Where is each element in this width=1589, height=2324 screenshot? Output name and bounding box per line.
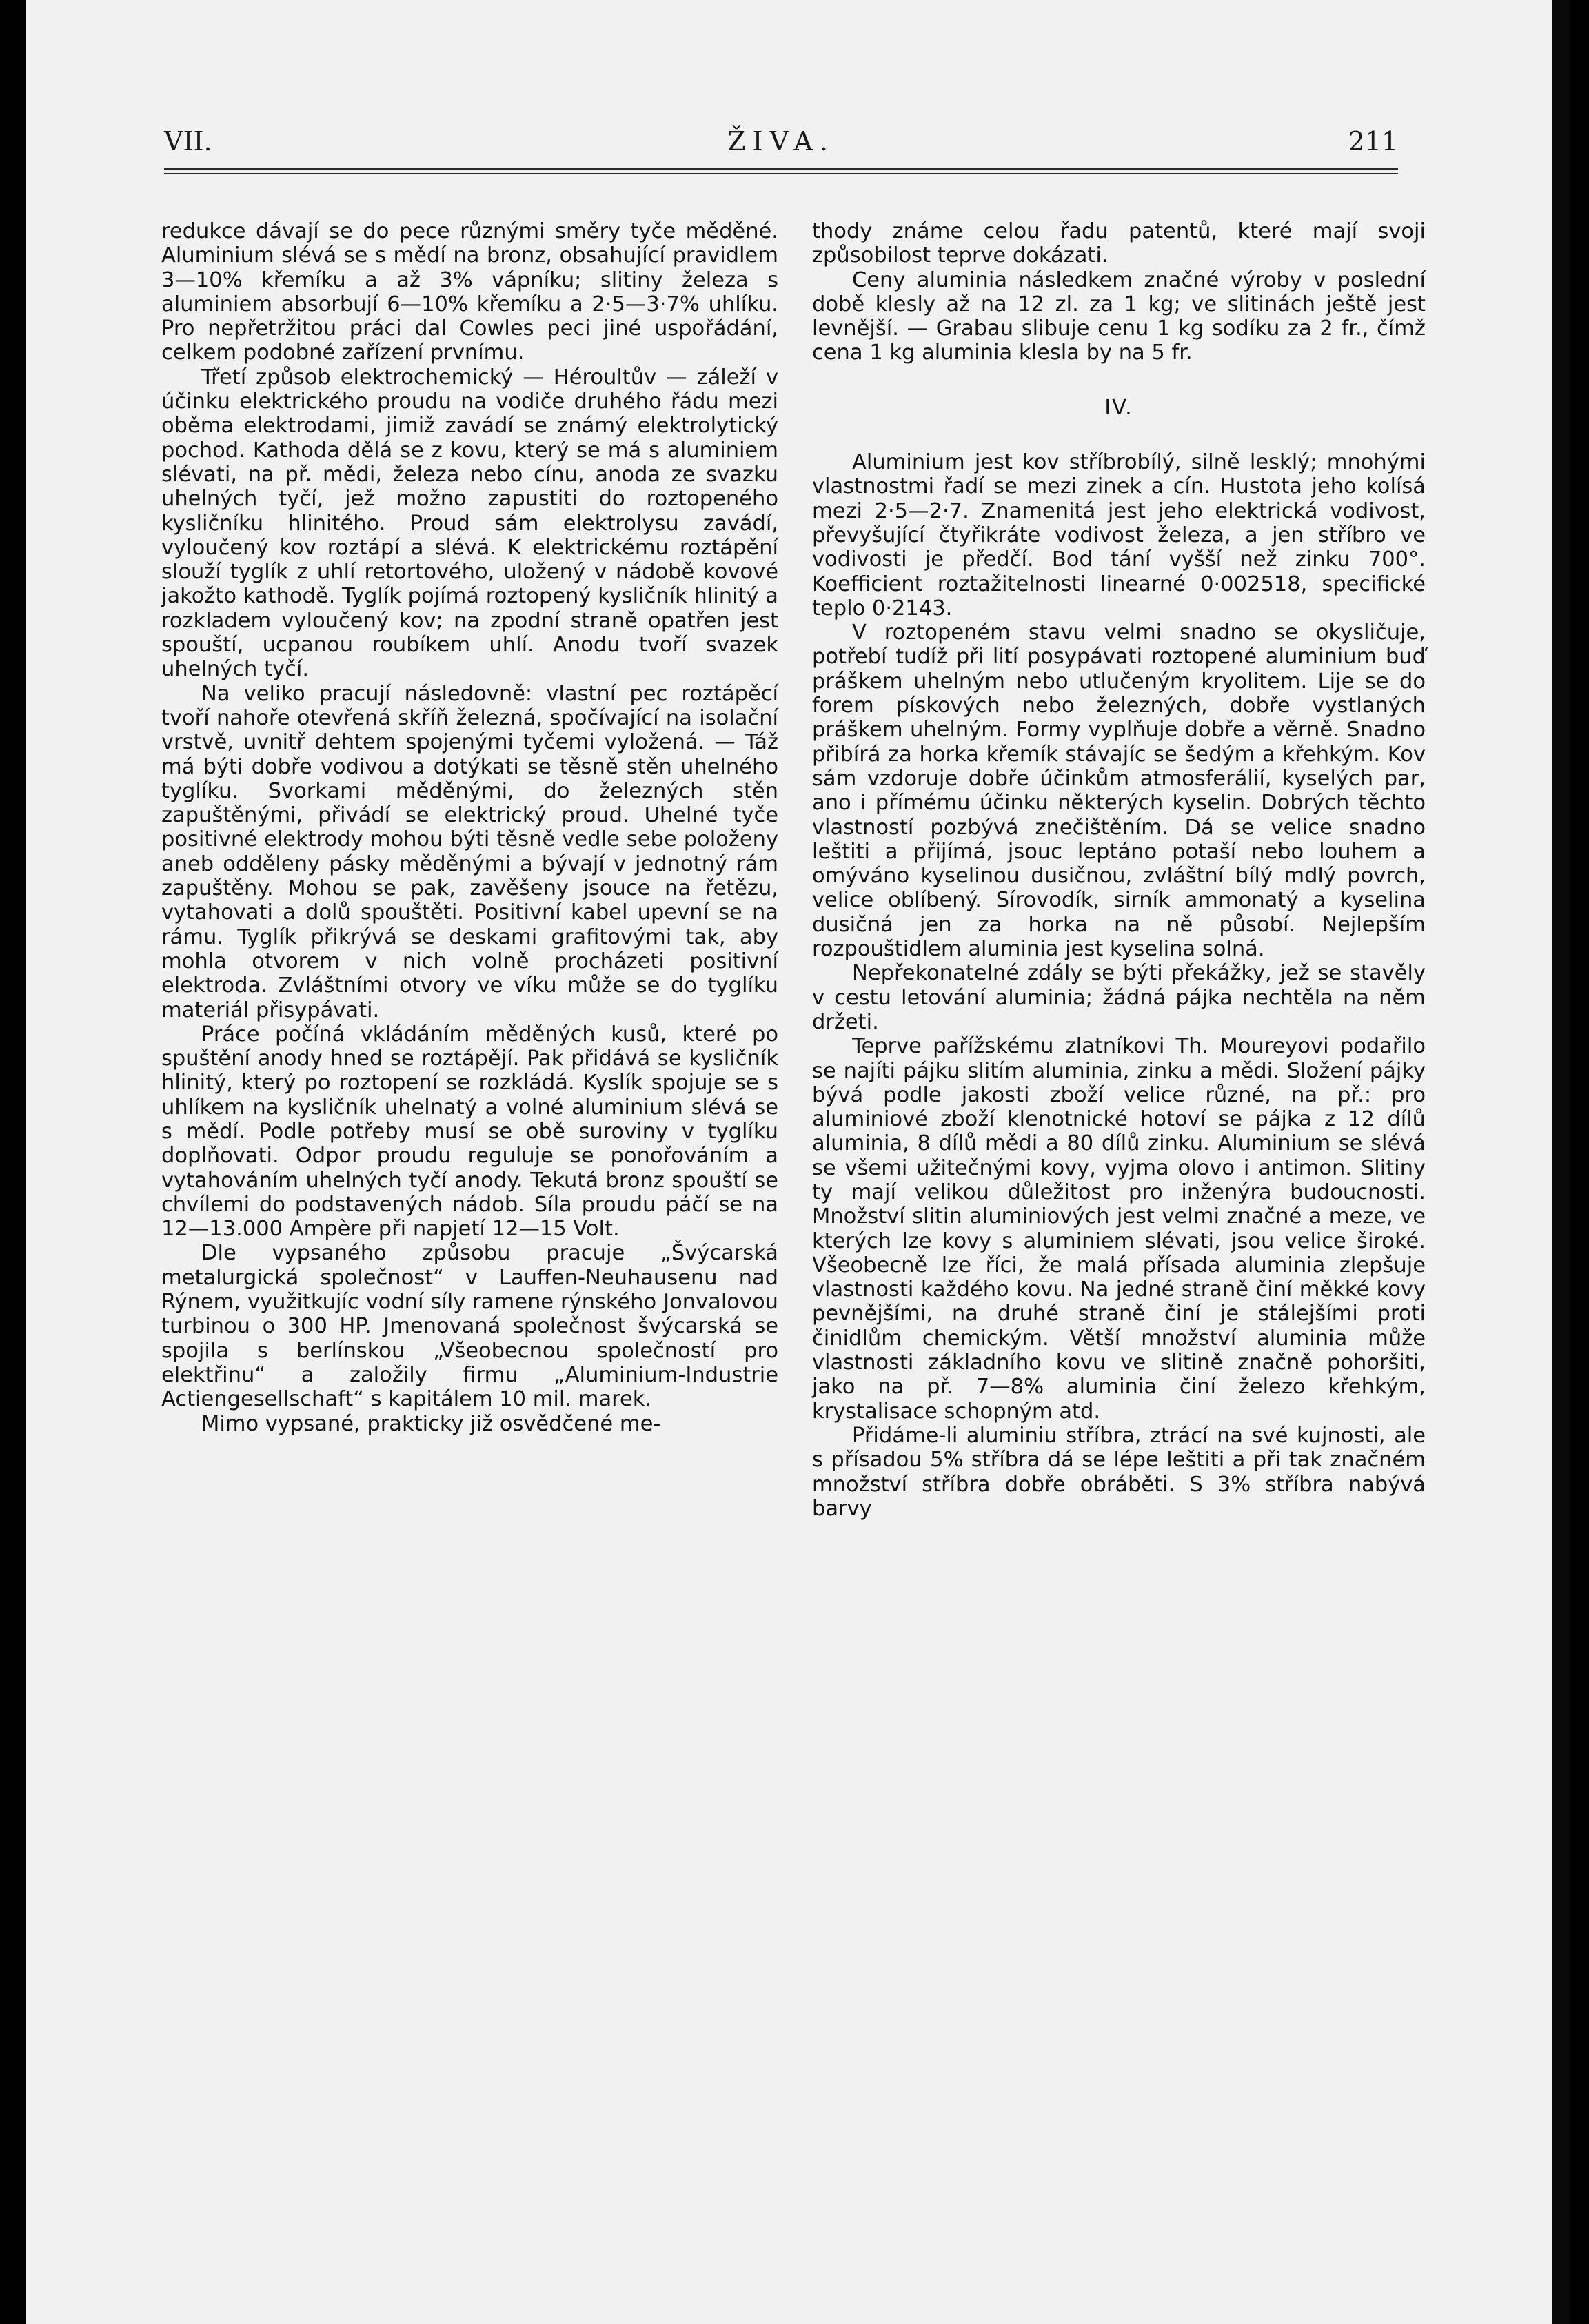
scan-edge — [1552, 0, 1570, 2324]
page — [26, 0, 1570, 2324]
page-number: 211 — [1348, 126, 1398, 156]
paragraph: Teprve pařížskému zlatníkovi Th. Moureyovi podařilo se najíti pájku slitím aluminia, zinku a mědi. Složení pájky bývá podle jakosti zboží velice různé, na př.: pro aluminiové zboží klenotnické hotoví se pájka z 12 dílů aluminia, 8 dílů mědi a 80 dílů zinku. Aluminium se slévá se všemi užitečnými kovy, vyjma olovo i antimon. Slitiny ty mají velikou důležitost pro inženýra budoucnosti. Množství slitin aluminiových jest velmi značné a meze, ve kterých lze kovy s aluminiem slévati, jsou velice široké. Všeobecně lze říci, že malá přísada aluminia zlepšuje vlastnosti každého kovu. Na jedné straně činí měkké kovy pevnějšími, na druhé straně činí je stálejšími proti činidlům chemickým. Větší množství aluminia může vlastnosti základního kovu ve slitině značně pohoršiti, jako na př. 7—8% aluminia činí železo křehkým, krystalisace schopným atd. — [812, 1034, 1426, 1424]
journal-title: ŽIVA. — [727, 126, 835, 156]
volume-number: VII. — [164, 126, 212, 156]
section-title: IV. — [1104, 395, 1133, 420]
paragraph: Přidáme-li aluminiu stříbra, ztrácí na své kujnosti, ale s přísadou 5% stříbra dá se lépe leštiti a při tak značném množství stříbra dobře obráběti. S 3% stříbra nabývá barvy — [812, 1423, 1426, 1521]
left-column — [161, 219, 778, 1436]
paragraph: thody známe celou řadu patentů, které mají svoji způsobilost teprve dokázati. — [812, 219, 1426, 268]
header-rule — [164, 168, 1398, 170]
paragraph: redukce dávají se do pece různými směry tyče měděné. Aluminium slévá se s mědí na bronz, obsahující pravidlem 3—10% křemíku a až 3% vápníku; slitiny železa s aluminiem absorbují 6—10% křemíku a 2·5—3·7% uhlíku. Pro nepřetržitou práci dal Cowles peci jiné uspořádání, celkem podobné zařízení prvnímu. — [161, 219, 778, 365]
paragraph: Na veliko pracují následovně: vlastní pec roztápěcí tvoří nahoře otevřená skříň železná, spočívající na isolační vrstvě, uvnitř dehtem spojenými tyčemi vyložená. — Táž má býti dobře vodivou a dotýkati se těsně stěn uhelného tyglíku. Svorkami měděnými, do železných stěn zapuštěnými, přivádí se elektrický proud. Uhelné tyče positivné elektrody mohou býti těsně vedle sebe položeny aneb odděleny pásky měděnými a bývají v jednotný rám zapuštěny. Mohou se pak, zavěšeny jsouce na řetězu, vytahovati a dolů spouštěti. Positivní kabel upevní se na rámu. Tyglík přikrývá se deskami grafitovými tak, aby mohla otvorem v nich volně procházeti positivní elektroda. Zvláštními otvory ve víku může se do tyglíku materiál přisypávati. — [161, 681, 778, 1022]
paragraph: Třetí způsob elektrochemický — Héroultův — záleží v účinku elektrického proudu na vodiče druhého řádu mezi oběma elektrodami, jimiž zavádí se známý elektrolytický pochod. Kathoda dělá se z kovu, který se má s aluminiem slévati, na př. mědi, železa nebo cínu, anoda ze svazku uhelných tyčí, jež možno zapustiti do roztopeného kysličníku hlinitého. Proud sám elektrolysu zavádí, vyloučený kov roztápí a slévá. K elektrickému roztápění slouží tyglík z uhlí retortového, uložený v nádobě kovové jakožto kathodě. Tyglík pojímá roztopený kysličník hlinitý a rozkladem vyloučený kov; na zpodní straně opatřen jest spouští, ucpanou roubíkem uhlí. Anodu tvoří svazek uhelných tyčí. — [161, 365, 778, 682]
page-header — [164, 126, 1398, 161]
paragraph: Mimo vypsané, prakticky již osvědčené me- — [201, 1411, 661, 1436]
paragraph: V roztopeném stavu velmi snadno se okysličuje, potřebí tudíž při lití posypávati roztopené aluminium buď práškem uhelným nebo utlučeným kryolitem. Lije se do forem pískových nebo železných, dobře vystlaných práškem uhelným. Formy vyplňuje dobře a věrně. Snadno přibírá za horka křemík stávajíc se šedým a křehkým. Kov sám vzdoruje dobře účinkům atmosferálií, kyselých par, ano i přímému účinku některých kyselin. Dobrých těchto vlastností pozbývá znečištěním. Dá se velice snadno leštiti a přijímá, jsouc leptáno potaší nebo louhem a omýváno kyselinou dusičnou, zvláštní bílý mdlý povrch, velice oblíbený. Sírovodík, sirník ammonatý a kyselina dusičná jen za horka na ně působí. Nejlepším rozpouštidlem aluminia jest kyselina solná. — [812, 620, 1426, 962]
paragraph: Dle vypsaného způsobu pracuje „Švýcarská metalurgická společnost“ v Lauffen-Neuhausenu nad Rýnem, využitkujíc vodní síly ramene rýnského Jonvalovou turbinou o 300 HP. Jmenovaná společnost švýcarská se spojila s berlínskou „Všeobecnou společností pro elektřinu“ a založily firmu „Aluminium-Industrie Actiengesellschaft“ s kapitálem 10 mil. marek. — [161, 1241, 778, 1412]
paragraph: Nepřekonatelné zdály se býti překážky, jež se stavěly v cestu letování aluminia; žádná pájka nechtěla na něm držeti. — [812, 961, 1426, 1034]
paragraph: Aluminium jest kov stříbrobílý, silně lesklý; mnohými vlastnostmi řadí se mezi zinek a cín. Hustota jeho kolísá mezi 2·5—2·7. Znamenitá jest jeho elektrická vodivost, převyšující čtyřikráte vodivost železa, a jen stříbro ve vodivosti je předčí. Bod tání vyšší než zinku 700°. Koefficient roztažitelnosti linearné 0·002518, specifické teplo 0·2143. — [812, 450, 1426, 620]
paragraph: Ceny aluminia následkem značné výroby v poslední době klesly až na 12 zl. za 1 kg; ve slitinách ještě jest levnější. — Grabau slibuje cenu 1 kg sodíku za 2 fr., čímž cena 1 kg aluminia klesla by na 5 fr. — [812, 267, 1426, 365]
right-column — [812, 219, 1426, 1521]
header-rule-double — [164, 173, 1398, 174]
paragraph: Práce počíná vkládáním měděných kusů, které po spuštění anody hned se roztápějí. Pak přidává se kysličník hlinitý, který po roztopení se rozkládá. Kyslík spojuje se s uhlíkem na kysličník uhelnatý a volné aluminium slévá se s mědí. Podle potřeby musí se obě suroviny v tyglíku doplňovati. Odpor proudu reguluje se ponořováním a vytahováním uhelných tyčí anody. Tekutá bronz spouští se chvílemi do podstavených nádob. Síla proudu páčí se na 12—13.000 Ampère při napjetí 12—15 Volt. — [161, 1022, 778, 1242]
